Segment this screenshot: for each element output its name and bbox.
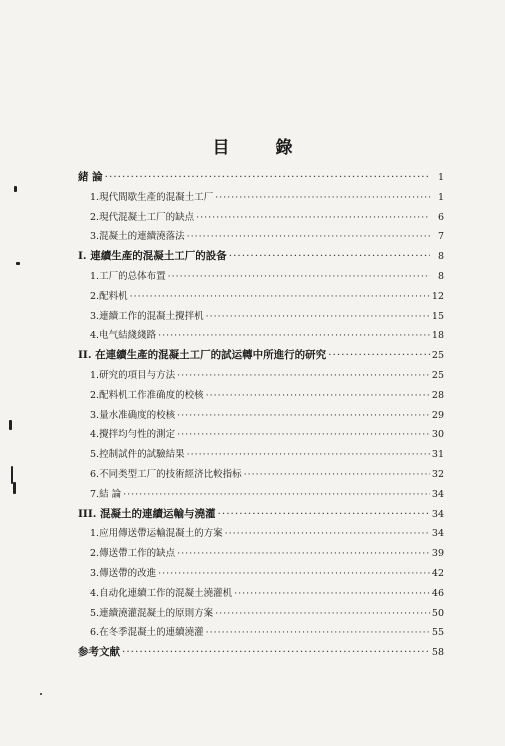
toc-page-number: 58 [431,647,444,659]
toc-entry [78,386,444,406]
toc-entry-label: 1.研究的項目与方法 [90,369,176,381]
toc-leader-dots [168,267,430,287]
toc-entry [78,584,444,604]
toc-leader-dots [196,208,430,228]
toc-leader-dots [158,326,430,346]
toc-entry [78,346,444,366]
toc-entry [78,445,444,465]
toc-entry [78,544,444,564]
table-of-contents [78,168,444,663]
toc-entry [78,168,444,188]
toc-leader-dots [187,445,430,465]
toc-entry [78,524,444,544]
toc-entry [78,366,444,386]
toc-page-number: 34 [431,528,444,540]
toc-leader-dots [130,287,430,307]
toc-entry-label: 7.結 論 [90,488,122,500]
toc-entry-label: II. 在連續生產的混凝土工厂的試运轉中所進行的研究 [78,349,327,362]
toc-page-number: 28 [431,389,444,401]
toc-page-number: 34 [431,488,444,500]
toc-leader-dots [177,425,430,445]
toc-leader-dots [328,346,430,366]
scan-artifact [13,482,16,494]
toc-entry-label: 2.配料机工作准确度的校核 [90,389,204,401]
scan-artifact [40,693,42,695]
toc-page-number: 55 [431,627,444,639]
toc-page-number: 12 [431,290,444,302]
toc-leader-dots [177,366,430,386]
toc-leader-dots [177,406,430,426]
toc-entry-label: 1.应用傳送帶运輸混凝土的方案 [90,528,223,540]
toc-page-number: 31 [431,449,444,461]
toc-leader-dots [206,386,430,406]
toc-page-number: 1 [437,172,444,183]
toc-leader-dots [206,623,430,643]
toc-page-number: 1 [437,191,444,203]
toc-entry [78,247,444,267]
toc-entry-label: 緒 論 [78,171,103,183]
toc-entry [78,307,444,327]
toc-leader-dots [187,227,430,247]
toc-entry-label: 2.配料机 [90,290,128,302]
toc-entry [78,227,444,247]
toc-page-number: 15 [431,310,444,322]
toc-entry-label: III. 混凝土的連續运輸与澆灌 [78,507,216,520]
toc-page-number: 29 [431,409,444,421]
toc-entry-label: 4.自动化連續工作的混凝土澆灌机 [90,587,233,599]
toc-entry-label: 4.攪拌均勻性的測定 [90,429,176,441]
scan-artifact [16,262,20,265]
toc-page-number: 8 [437,251,444,263]
toc-page-number: 39 [431,548,444,560]
toc-entry [78,208,444,228]
toc-entry [78,604,444,624]
toc-entry-label: 2.傳送帶工作的缺点 [90,548,176,560]
scan-artifact [14,186,17,192]
toc-leader-dots [215,188,430,208]
toc-page-number: 18 [431,330,444,342]
toc-page-number: 34 [431,508,444,520]
toc-entry [78,623,444,643]
toc-page-number: 8 [437,270,444,282]
toc-entry [78,505,444,525]
toc-entry-label: 1.現代間歇生產的混凝土工厂 [90,191,214,203]
toc-entry-label: 3.混凝土的連續澆落法 [90,231,185,243]
toc-entry [78,188,444,208]
toc-entry-label: 参考文献 [78,646,120,659]
toc-entry [78,485,444,505]
toc-entry [78,267,444,287]
toc-leader-dots [206,307,430,327]
toc-entry-label: 5.連續澆灌混凝土的原則方案 [90,607,214,619]
toc-leader-dots [225,524,430,544]
toc-entry [78,425,444,445]
toc-page-number: 50 [431,607,444,619]
toc-entry-label: I. 連續生產的混凝土工厂的設备 [78,250,227,263]
toc-entry [78,564,444,584]
toc-entry [78,287,444,307]
toc-leader-dots [105,168,430,188]
toc-entry-label: 3.量水准确度的校核 [90,409,176,421]
toc-leader-dots [234,584,430,604]
toc-leader-dots [218,505,430,525]
toc-leader-dots [244,465,430,485]
toc-entry-label: 6.在冬季混凝土的連續澆灌 [90,627,204,639]
toc-page-number: 6 [437,211,444,223]
toc-entry-label: 6.不同类型工厂的技術經济比較指标 [90,468,242,480]
toc-page-number: 42 [431,567,444,579]
toc-entry-label: 5.控制試件的試驗結果 [90,449,185,461]
toc-page-number: 25 [431,350,444,362]
toc-page-number: 25 [431,369,444,381]
toc-entry-label: 3.傳送帶的改進 [90,567,157,579]
scan-artifact [9,420,12,430]
toc-entry [78,465,444,485]
toc-entry-label: 2.現代混凝土工厂的缺点 [90,211,195,223]
toc-page-number: 7 [437,231,444,243]
page-title: 目 錄 [212,138,313,158]
toc-leader-dots [158,564,430,584]
toc-leader-dots [215,604,430,624]
toc-entry [78,326,444,346]
toc-entry [78,643,444,663]
toc-entry-label: 1.工厂的总体布置 [90,270,166,282]
toc-page-number: 30 [431,429,444,441]
toc-leader-dots [229,247,430,267]
toc-entry-label: 3.連續工作的混凝土攪拌机 [90,310,204,322]
toc-leader-dots [123,485,430,505]
toc-page-number: 46 [431,587,444,599]
toc-entry [78,406,444,426]
toc-leader-dots [177,544,430,564]
toc-leader-dots [122,643,430,663]
toc-entry-label: 4.电气結綫綫路 [90,330,157,342]
toc-page-number: 32 [431,468,444,480]
